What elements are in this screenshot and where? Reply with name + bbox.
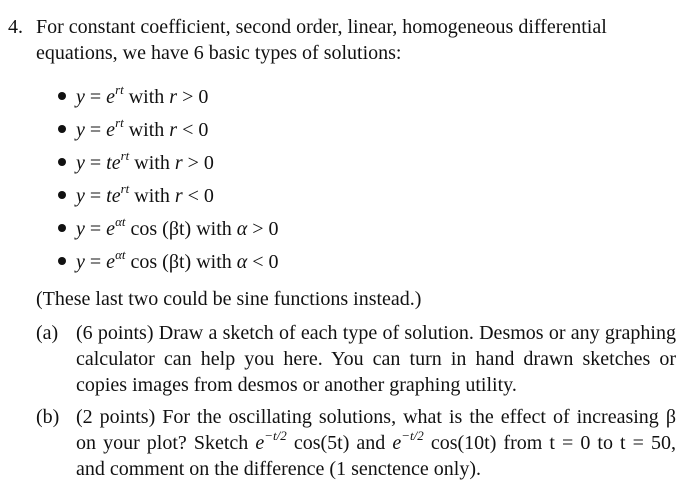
bullet-icon bbox=[58, 224, 66, 232]
part-a-label: (a) bbox=[36, 322, 59, 344]
solution-type-item: $y = te^{rt}$ with r > 0 bbox=[58, 150, 279, 183]
bullet-icon bbox=[58, 125, 66, 133]
sine-note: (These last two could be sine functions instead.) bbox=[36, 288, 422, 310]
problem-intro bbox=[36, 14, 686, 66]
part-a-text: (6 points) Draw a sketch of each type of solution. Desmos or any graphing calculator can help you here. You can turn in hand drawn sketches or copies images from desmos or another graphing utility. bbox=[76, 322, 676, 396]
bullet-icon bbox=[58, 158, 66, 166]
bullet-icon bbox=[58, 92, 66, 100]
bullet-icon bbox=[58, 257, 66, 265]
solution-type-item: $y = e^{rt}$ with r > 0 bbox=[58, 84, 279, 117]
intro-line-1: For constant coefficient, second order, linear, homogeneous differential bbox=[36, 16, 607, 38]
solution-type-item: $y = e^{\alpha t}$ cos (βt) with α < 0 bbox=[58, 249, 279, 282]
part-b bbox=[36, 404, 676, 482]
solution-type-item: $y = e^{rt}$ with r < 0 bbox=[58, 117, 279, 150]
solution-type-item: $y = e^{\alpha t}$ cos (βt) with α > 0 bbox=[58, 216, 279, 249]
problem-number: 4. bbox=[8, 16, 23, 38]
part-b-label: (b) bbox=[36, 406, 60, 428]
solution-type-item: $y = te^{rt}$ with r < 0 bbox=[58, 183, 279, 216]
intro-line-2: equations, we have 6 basic types of solutions: bbox=[36, 42, 402, 64]
solution-type-list bbox=[58, 84, 279, 282]
bullet-icon bbox=[58, 191, 66, 199]
part-b-text: (2 points) For the oscillating solutions, what is the effect of increasing β on your plot? Sketch $e^{-t/2}$ cos(5t) and $e^{-t/2}$ cos(10t) from t = 0 to t = 50, and comment on the difference (1 senctence only). bbox=[76, 406, 676, 480]
part-a bbox=[36, 320, 676, 398]
